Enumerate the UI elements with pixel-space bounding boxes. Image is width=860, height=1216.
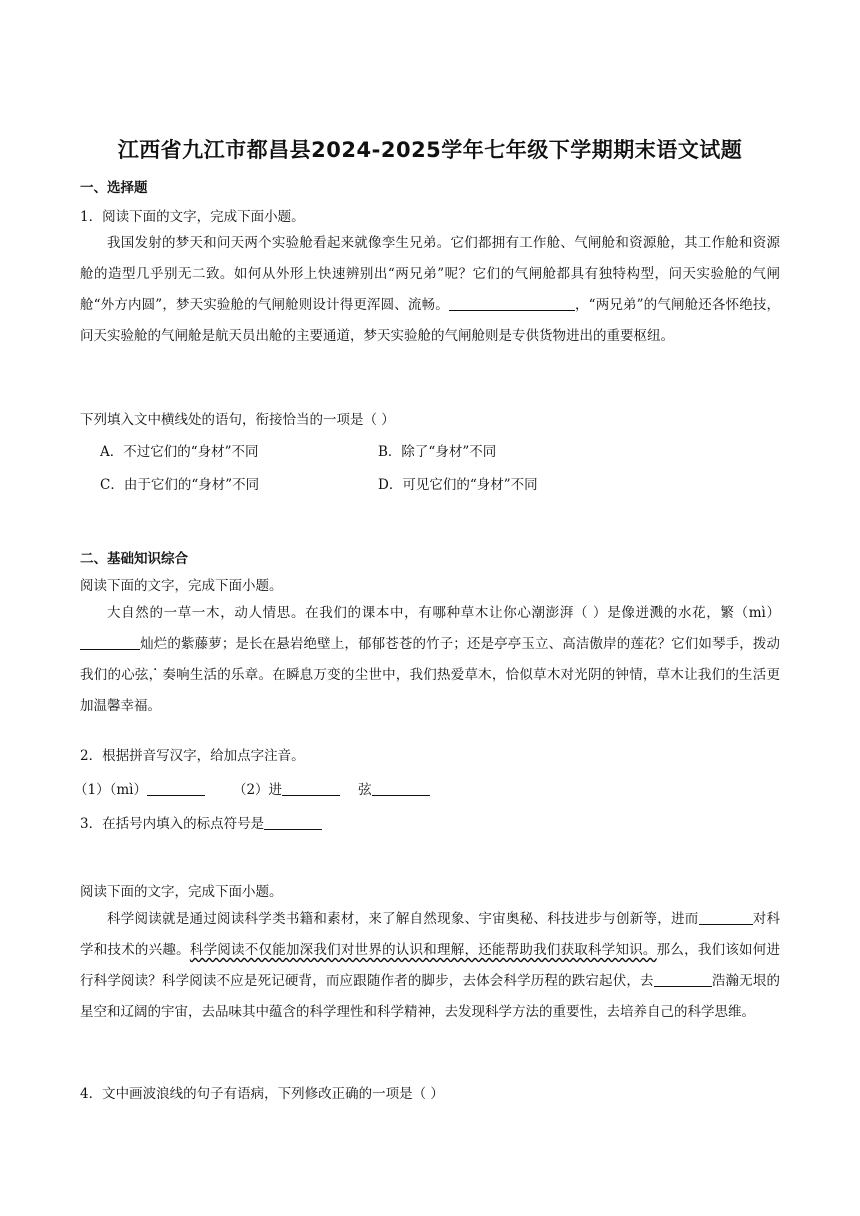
question-1-prompt: 下列填入文中横线处的语句，衔接恰当的一项是（ ）: [80, 412, 395, 428]
passage-3-text-c: 那么，我们该如何进行科学阅读？科学阅读不应是死记硬背，而应跟随作者的脚步，去体会科学历程的跌宕起伏，去: [80, 942, 781, 989]
question-3-text: 3．在括号内填入的标点符号是: [80, 816, 265, 832]
question-2-item-1: （1）（mì）: [74, 782, 147, 798]
section-2-intro: 阅读下面的文字，完成下面小题。: [80, 578, 283, 594]
section-heading-basics: 二、基础知识综合: [80, 551, 188, 567]
passage-2-text-d: ，奏响生活的乐章。在瞬息万变的尘世中，我们热爱草木，恰似草木对光阴的钟情，草木让我们的生活更加温馨幸福。: [80, 667, 781, 714]
answer-blank: [282, 781, 340, 796]
answer-blank: [372, 781, 430, 796]
question-3: [80, 812, 322, 832]
answer-blank: [147, 781, 205, 796]
question-2-item-2: （2）进: [232, 782, 283, 798]
passage-3-text-b: 对科学和技术的兴趣。: [80, 911, 781, 958]
passage-1-text-a: 我国发射的梦天和问天两个实验舱看起来就像孪生兄弟。它们都拥有工作舱、气闸舱和资源舱，其工作舱和资源舱的造型几乎别无二致。如何从外形上快速辨别出“两兄弟”呢？它们的气闸舱都具有独特构型，问天实验舱的气闸舱“外方内圆”，梦天实验舱的气闸舱则设计得更浑圆、流畅。: [80, 235, 780, 313]
answer-blank: [80, 635, 140, 650]
passage-3-text-d: 浩瀚无垠的星空和辽阔的宇宙，去品味其中蕴含的科学理性和科学精神，去发现科学方法的重要性，去培养自己的科学思维。: [80, 973, 781, 1020]
question-2-item-3: 弦: [358, 782, 372, 798]
answer-blank: [654, 972, 712, 987]
question-2-items: [74, 778, 430, 798]
page-title: 江西省九江市都昌县2024-2025学年七年级下学期期末语文试题: [117, 138, 743, 162]
passage-1-text-b: ，“两兄弟”的气闸舱还各怀绝技，问天实验舱的气闸舱是航天员出舱的主要通道，梦天实验舱的气闸舱则是专供货物进出的重要枢纽。: [80, 297, 780, 344]
passage-2-text-b: 溅的水花，繁（mì）: [649, 605, 780, 621]
passage-3: [80, 904, 780, 1028]
answer-blank: [699, 910, 753, 925]
option-d: D．可见它们的“身材”不同: [378, 477, 538, 493]
question-2: 2．根据拼音写汉字，给加点字注音。: [80, 748, 305, 764]
wavy-underlined-sentence: 科学阅读不仅能加深我们对世界的认识和理解，还能帮助我们获取科学知识。: [189, 942, 657, 958]
answer-blank: [449, 296, 575, 311]
passage-2-text-a: 大自然的一草一木，动人情思。在我们的课本中，有哪种草木让你心潮澎湃（ ）是像: [107, 605, 636, 621]
passage-1: [80, 228, 780, 352]
passage-3-text-a: 科学阅读就是通过阅读科学类书籍和素材，来了解自然现象、宇宙奥秘、科技进步与创新等，进而: [107, 911, 699, 927]
section-heading-choice: 一、选择题: [80, 180, 148, 196]
answer-blank: [264, 815, 322, 830]
option-a: A．不过它们的“身材”不同: [100, 444, 259, 460]
question-4: 4．文中画波浪线的句子有语病，下列修改正确的一项是（ ）: [80, 1086, 444, 1102]
dotted-char-jin: 迸: [635, 605, 650, 621]
section-3-intro: 阅读下面的文字，完成下面小题。: [80, 884, 283, 900]
option-c: C．由于它们的“身材”不同: [100, 477, 260, 493]
passage-2: [80, 598, 780, 722]
option-b: B．除了“身材”不同: [378, 444, 497, 460]
question-1-intro: 1．阅读下面的文字，完成下面小题。: [80, 209, 305, 225]
passage-2-text-c: 灿烂的紫藤萝；是长在悬岩绝壁上，郁郁苍苍的竹子；还是亭亭玉立、高洁傲岸的莲花？它们如琴手，拨动我们的心: [80, 636, 780, 683]
dotted-char-xian: 弦: [134, 667, 149, 683]
